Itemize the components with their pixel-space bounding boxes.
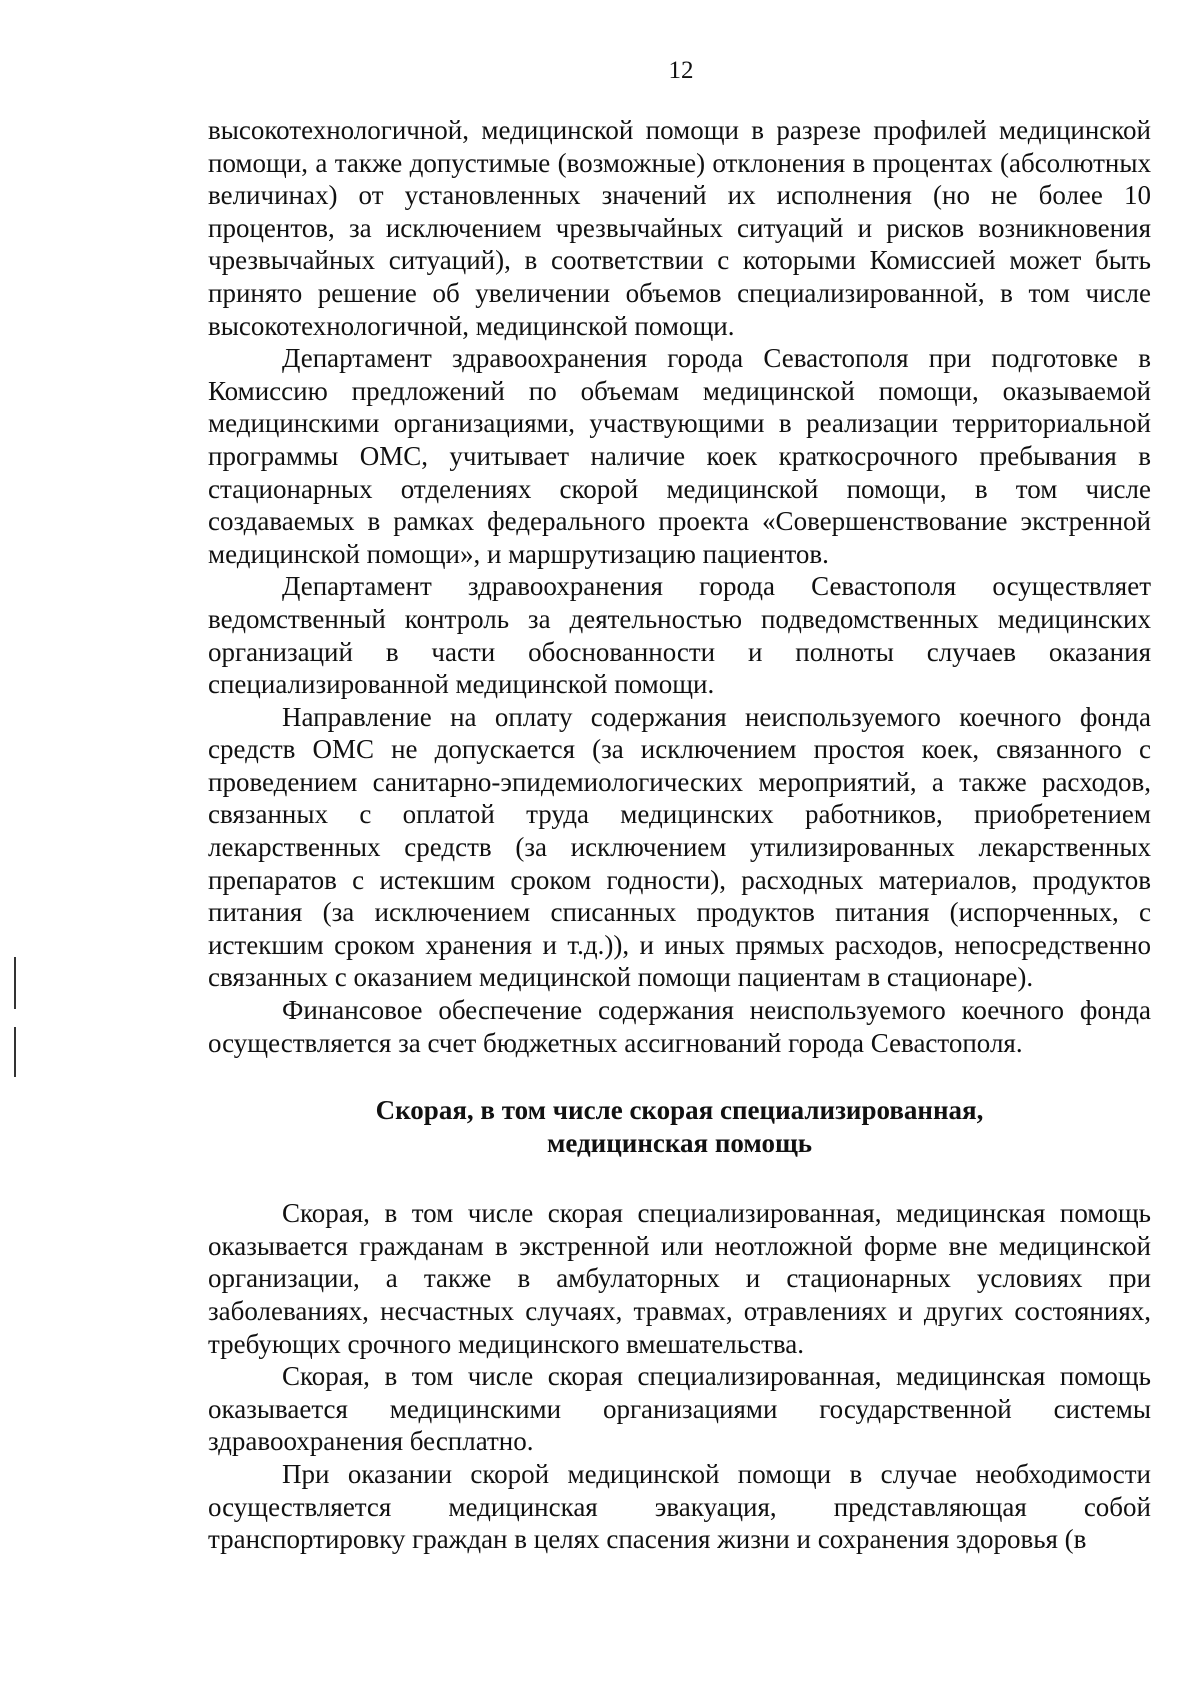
section-heading: [208, 1094, 1151, 1160]
paragraph: При оказании скорой медицинской помощи в случае необходимости осуществляется медицинская эвакуация, представляющая собой транспортировку граждан в целях спасения жизни и сохранения здоровья (в: [208, 1458, 1151, 1555]
paragraph: Направление на оплату содержания неиспользуемого коечного фонда средств ОМС не допускается (за исключением простоя коек, связанного с проведением санитарно-эпидемиологических мероприятий, а также расходов, связанных с оплатой труда медицинских работников, приобретением лекарственных средств (за исключением утилизированных лекарственных препаратов с истекшим сроком годности), расходных материалов, продуктов питания (за исключением списанных продуктов питания (испорченных, с истекшим сроком хранения и т.д.)), и иных прямых расходов, непосредственно связанных с оказанием медицинской помощи пациентам в стационаре).: [208, 701, 1151, 993]
scan-margin-mark: [14, 957, 16, 1009]
section-heading-line: медицинская помощь: [546, 1128, 813, 1159]
paragraph: Департамент здравоохранения города Севастополя при подготовке в Комиссию предложений по объемам медицинской помощи, оказываемой медицинскими организациями, участвующими в реализации территориальной программы ОМС, учитывает наличие коек краткосрочного пребывания в стационарных отделениях скорой медицинской помощи, в том числе создаваемых в рамках федерального проекта «Совершенствование экстренной медицинской помощи», и маршрутизацию пациентов.: [208, 343, 1151, 569]
page-number: 12: [668, 57, 694, 84]
scan-margin-mark: [14, 1027, 16, 1077]
paragraph: высокотехнологичной, медицинской помощи в разрезе профилей медицинской помощи, а также допустимые (возможные) отклонения в процентах (абсолютных величинах) от установленных значений их исполнения (но не более 10 процентов, за исключением чрезвычайных ситуаций и рисков возникновения чрезвычайных ситуаций), в соответствии с которыми Комиссией может быть принято решение об увеличении объемов специализированной, в том числе высокотехнологичной, медицинской помощи.: [208, 115, 1151, 341]
paragraph: Скорая, в том числе скорая специализированная, медицинская помощь оказывается медицинскими организациями государственной системы здравоохранения бесплатно.: [208, 1361, 1151, 1457]
document-body: [208, 114, 1151, 1556]
paragraph: Департамент здравоохранения города Севастополя осуществляет ведомственный контроль за деятельностью подведомственных медицинских организаций в части обоснованности и полноты случаев оказания специализированной медицинской помощи.: [208, 571, 1151, 700]
section-heading-line: Скорая, в том числе скорая специализированная,: [375, 1095, 984, 1126]
paragraph: Финансовое обеспечение содержания неиспользуемого коечного фонда осуществляется за счет бюджетных ассигнований города Севастополя.: [208, 995, 1151, 1058]
paragraph: Скорая, в том числе скорая специализированная, медицинская помощь оказывается гражданам в экстренной или неотложной форме вне медицинской организации, а также в амбулаторных и стационарных условиях при заболеваниях, несчастных случаях, травмах, отравлениях и других состояниях, требующих срочного медицинского вмешательства.: [208, 1198, 1151, 1359]
